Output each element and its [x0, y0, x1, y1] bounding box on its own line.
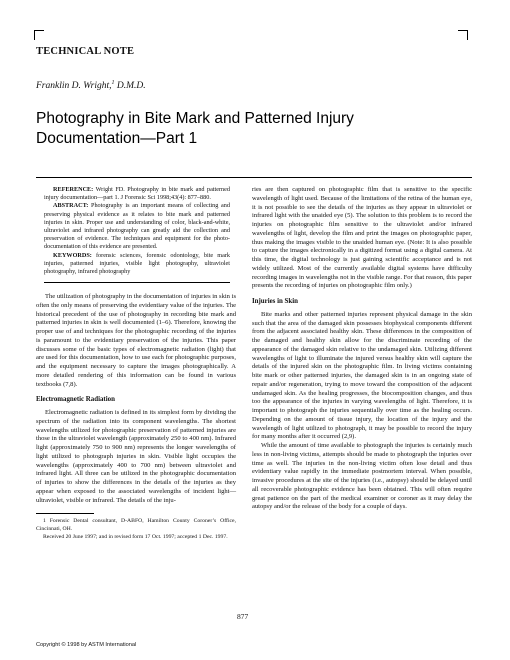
keywords-label: KEYWORDS: — [53, 251, 92, 259]
abstract-text: Photography is an important means of collecting and preserving physical evidence as it relates to bite mark and patterned injuries in skin. Proper use and understanding of color, black-and-white, ultraviolet and infrared photography can greatly aid the collection and preservation of evidence. The techniques and equipment for the photo-documentation of this evidence are presented. — [44, 202, 230, 251]
section-heading-skin: Injuries in Skin — [252, 298, 298, 305]
article-type-label: TECHNICAL NOTE — [36, 46, 135, 57]
copyright-notice: Copyright © 1998 by ASTM International — [36, 642, 137, 648]
title-rule — [36, 177, 472, 178]
author-degree: D.M.D. — [114, 81, 146, 92]
crop-mark-top-right — [458, 30, 468, 40]
article-title — [36, 109, 476, 149]
keywords-paragraph — [44, 252, 230, 277]
skin-paragraph-1: Bite marks and other patterned injuries represent physical damage in the skin such that the area of the damaged skin possesses biophysical components different from the adjacent associated healthy skin. These differences in the composition of the damaged and healthy skin allow for the discriminate recording of the appearance of the damaged skin relative to the undamaged skin. Utilizing different wavelengths of light to illuminate the injured versus healthy skin will capture the details of the injured skin on the photographic film. In living victims containing bite mark or other patterned injuries, the damaged skin is in an ongoing state of repair and/or regeneration, trying to move toward the composition of the adjacent undamaged skin. As the healing progresses, the biocomposition changes, and thus too the appearance of the injuries in varying wavelengths of light. Therefore, it is important to photograph the injuries sequentially over time as the healing occurs. Depending on the amount of tissue injury, the location of the injury and the wavelength of light utilized to photograph, it may be possible to record the injury for many months after it occurred (2,9). — [252, 310, 472, 441]
title-line-2: Documentation—Part 1 — [36, 130, 198, 147]
footnotes — [36, 518, 236, 541]
footnote-dates: Received 20 June 1997; and in revised form 17 Oct. 1997; accepted 1 Dec. 1997. — [43, 533, 228, 540]
crop-mark-top-left — [34, 30, 44, 40]
footnote-affiliation: 1 Forensic Dental consultant, D-ABFO, Hamilton County Coroner’s Office, Cincinnati, OH. — [36, 518, 236, 533]
left-column — [36, 186, 236, 541]
author-line — [36, 80, 146, 91]
title-line-1: Photography in Bite Mark and Patterned Injury — [36, 110, 354, 127]
keywords-text: forensic sciences, forensic odontology, bite mark injuries, patterned injuries, visible light photography, ultraviolet photography, infrared photography — [44, 251, 231, 276]
electromagnetic-paragraph: Electromagnetic radiation is defined in its simplest form by dividing the spectrum of the radiation into its component wavelengths. The shortest wavelengths utilized for photographic preservation of patterned injuries are those in the ultraviolet wavelength (approximately 250 to 400 nm). Infrared light (approximately 750 to 900 nm) represents the longer wavelengths of light utilized to photograph injuries in skin. Visible light occupies the wavelengths (approximately 400 to 700 nm) between ultraviolet and infrared light. All three can be utilized in the photographic documentation of injuries to show the differences in the details of the injuries as they appear when exposed to the associated wavelengths of incident light—ultraviolet, visible or infrared. The details of the inju- — [36, 409, 236, 504]
intro-paragraph: The utilization of photography in the documentation of injuries in skin is often the only means of preserving the evidentiary value of the injuries. The historical precedent of the use of photography in recording bite mark and patterned injuries in skin is well documented (1–6). Therefore, knowing the proper use of and techniques for the photographic recording of the injuries is paramount to the evidentiary preservation of the injuries. This paper discusses some of the basic types of electromagnetic radiation (light) that are used for this documentation, how to use each for photographic purposes, and the equipment necessary to capture the images photographically. A more detailed rendering of this information can be found in various textbooks (7,8). — [36, 293, 236, 388]
abstract-paragraph — [44, 202, 230, 251]
footnote-rule — [36, 513, 94, 514]
abstract-label: ABSTRACT: — [53, 202, 89, 210]
continuation-paragraph: ries are then captured on photographic film that is sensitive to the specific wavelength of light used. Because of the limitations of the retina of the human eye, it is not possible to see the details of the injuries as they appear in ultraviolet or infrared light with the unaided eye (5). The solution to this problem is to record the injuries on photographic film sensitive to the ultraviolet and/or infrared wavelengths of light, develop the film and print the images on photographic paper, thus making the images visible to the unaided human eye. (Note: It is also possible to capture the images electronically in a digitized format using a digital camera. At this time, the digital technology is just gaining scientific acceptance and is not widely utilized. Most of the currently available digital systems have difficulty recording images in wavelengths not in the visible range. For that reason, this paper presents the recording of injuries on photographic film only.) — [252, 186, 472, 290]
reference-label: REFERENCE: — [53, 186, 94, 193]
skin-paragraph-2: While the amount of time available to photograph the injuries is certainly much less in non-living victims, attempts should be made to photograph the injuries over time as well. The injuries in the non-living victim often lose detail and thus evidentiary value rapidly in the immediate postmortem interval. When possible, invasive procedures at the site of the injuries (i.e., autopsy) should be delayed until all recoverable photographic evidence has been obtained. This will often require great patience on the part of the medical examiner or coroner as it may delay the autopsy and/or the release of the body for a couple of days. — [252, 442, 472, 511]
reference-paragraph — [44, 186, 230, 202]
section-heading-electromagnetic: Electromagnetic Radiation — [36, 396, 115, 404]
reference-text: Wright FD. Photography in bite mark and patterned injury documentation—part 1. J Forensic Sci 1998;43(4): 877–880. — [44, 186, 230, 202]
abstract-block — [44, 186, 230, 283]
author-name: Franklin D. Wright, — [36, 81, 112, 92]
right-column — [252, 186, 472, 512]
author-footnote-mark: 1 — [111, 80, 115, 86]
page-number: 877 — [237, 612, 249, 621]
